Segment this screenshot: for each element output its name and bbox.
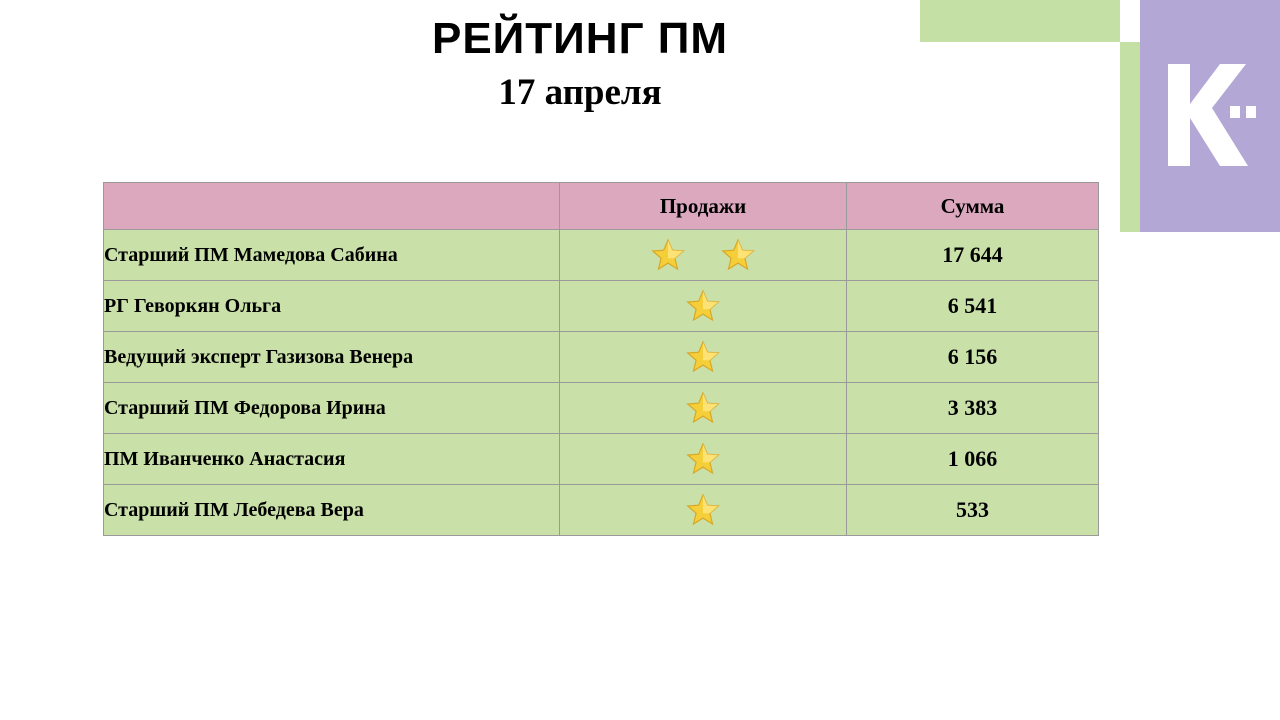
cell-employee-name: ПМ Иванченко Анастасия	[104, 434, 560, 485]
cell-employee-name: Старший ПМ Лебедева Вера	[104, 485, 560, 536]
cell-sum-value: 6 541	[847, 281, 1099, 332]
cell-sum-value: 17 644	[847, 230, 1099, 281]
table-row	[104, 332, 1099, 383]
star-icon	[686, 493, 720, 527]
table-row	[104, 383, 1099, 434]
star-icon	[686, 391, 720, 425]
star-icon	[686, 340, 720, 374]
cell-sum-value: 6 156	[847, 332, 1099, 383]
page-subtitle: 17 апреля	[498, 72, 662, 114]
cell-employee-name: Старший ПМ Мамедова Сабина	[104, 230, 560, 281]
cell-sales-stars	[560, 434, 847, 485]
ranking-table	[103, 182, 1099, 536]
cell-sales-stars	[560, 332, 847, 383]
star-icon	[651, 238, 685, 272]
cell-employee-name: Старший ПМ Федорова Ирина	[104, 383, 560, 434]
table-body	[104, 230, 1099, 536]
cell-sum-value: 1 066	[847, 434, 1099, 485]
star-icon	[686, 289, 720, 323]
star-icon	[721, 238, 755, 272]
table-row	[104, 434, 1099, 485]
slide-title-block	[0, 14, 1160, 114]
cell-sales-stars	[560, 383, 847, 434]
table-row	[104, 230, 1099, 281]
cell-employee-name: РГ Геворкян Ольга	[104, 281, 560, 332]
cell-employee-name: Ведущий эксперт Газизова Венера	[104, 332, 560, 383]
table-header-row	[104, 183, 1099, 230]
cell-sales-stars	[560, 485, 847, 536]
column-header-name	[104, 183, 560, 230]
table-row	[104, 281, 1099, 332]
cell-sales-stars	[560, 281, 847, 332]
cell-sales-stars	[560, 230, 847, 281]
column-header-sum: Сумма	[847, 183, 1099, 230]
cell-sum-value: 533	[847, 485, 1099, 536]
brand-k-logo-icon	[1160, 60, 1260, 170]
star-icon	[686, 442, 720, 476]
table-row	[104, 485, 1099, 536]
page-title: РЕЙТИНГ ПМ	[431, 14, 729, 63]
cell-sum-value: 3 383	[847, 383, 1099, 434]
column-header-sales: Продажи	[560, 183, 847, 230]
